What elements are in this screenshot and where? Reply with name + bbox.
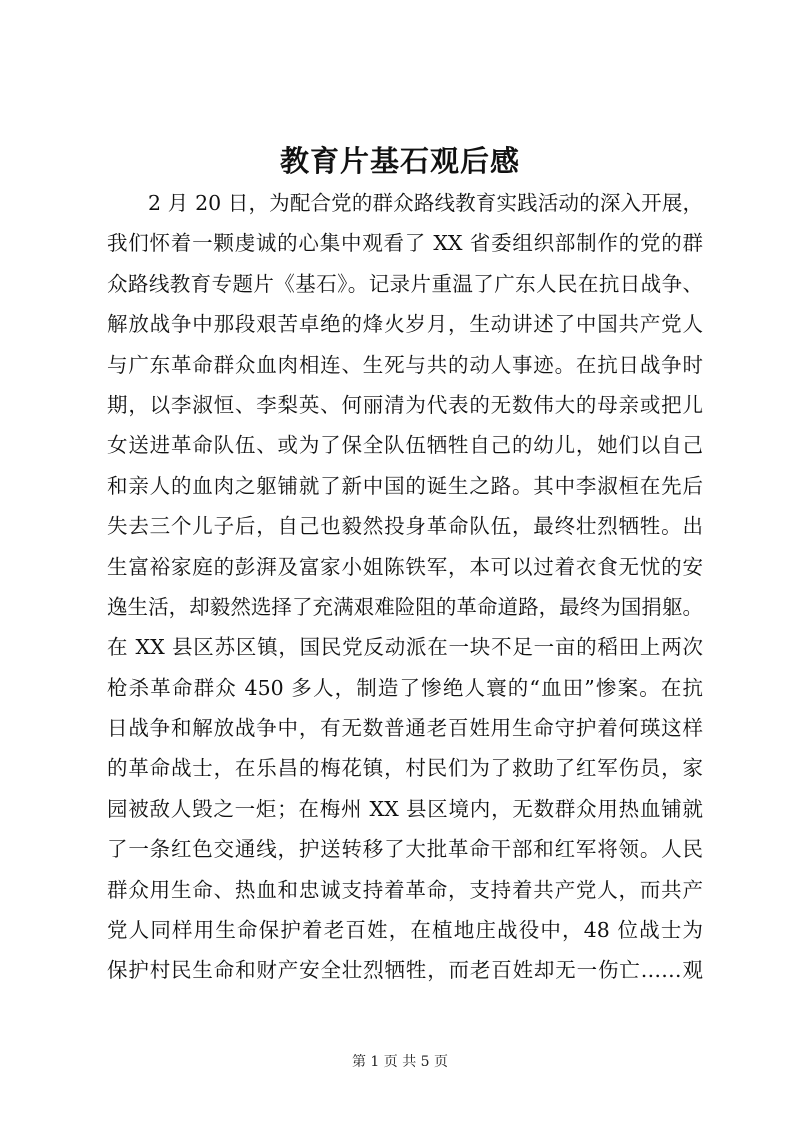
text-line: 群众用生命、热血和忠诚支持着革命，支持着共产党人，而共产	[107, 877, 703, 902]
text-line: 枪杀革命群众 450 多人，制造了惨绝人寰的“血田”惨案。在抗	[107, 675, 703, 700]
text-line: 在 XX 县区苏区镇，国民党反动派在一块不足一亩的稻田上两次	[107, 635, 703, 660]
text-line: 失去三个儿子后，自己也毅然投身革命队伍，最终壮烈牺牲。出	[107, 514, 703, 539]
body-paragraph	[107, 183, 703, 991]
text-line: 与广东革命群众血肉相连、生死与共的动人事迹。在抗日战争时	[107, 352, 703, 377]
text-line: 的革命战士，在乐昌的梅花镇，村民们为了救助了红军伤员，家	[107, 756, 703, 781]
text-line: 日战争和解放战争中，有无数普通老百姓用生命守护着何瑛这样	[107, 716, 703, 741]
text-line: 和亲人的血肉之躯铺就了新中国的诞生之路。其中李淑桓在先后	[107, 473, 703, 498]
text-line: 逸生活，却毅然选择了充满艰难险阻的革命道路，最终为国捐躯。	[107, 594, 703, 619]
text-line: 众路线教育专题片《基石》。记录片重温了广东人民在抗日战争、	[107, 271, 703, 296]
page-title: 教育片基石观后感	[279, 144, 520, 178]
page-footer: 第 1 页 共 5 页	[351, 1054, 449, 1070]
text-line: 生富裕家庭的彭湃及富家小姐陈铁军，本可以过着衣食无忧的安	[107, 554, 703, 579]
text-line: 园被敌人毁之一炬；在梅州 XX 县区境内，无数群众用热血铺就	[107, 796, 703, 821]
text-line: 女送进革命队伍、或为了保全队伍牺牲自己的幼儿，她们以自己	[107, 433, 703, 458]
text-line: 保护村民生命和财产安全壮烈牺牲，而老百姓却无一伤亡……观	[107, 958, 703, 983]
text-line: 我们怀着一颗虔诚的心集中观看了 XX 省委组织部制作的党的群	[107, 231, 703, 256]
text-line: 解放战争中那段艰苦卓绝的烽火岁月，生动讲述了中国共产党人	[107, 312, 703, 337]
text-line: 了一条红色交通线，护送转移了大批革命干部和红军将领。人民	[107, 837, 703, 862]
text-line: 党人同样用生命保护着老百姓，在植地庄战役中，48 位战士为	[107, 918, 703, 943]
text-line: 期，以李淑恒、李梨英、何丽清为代表的无数伟大的母亲或把儿	[107, 392, 703, 417]
text-line: 2 月 20 日，为配合党的群众路线教育实践活动的深入开展，	[148, 191, 703, 215]
